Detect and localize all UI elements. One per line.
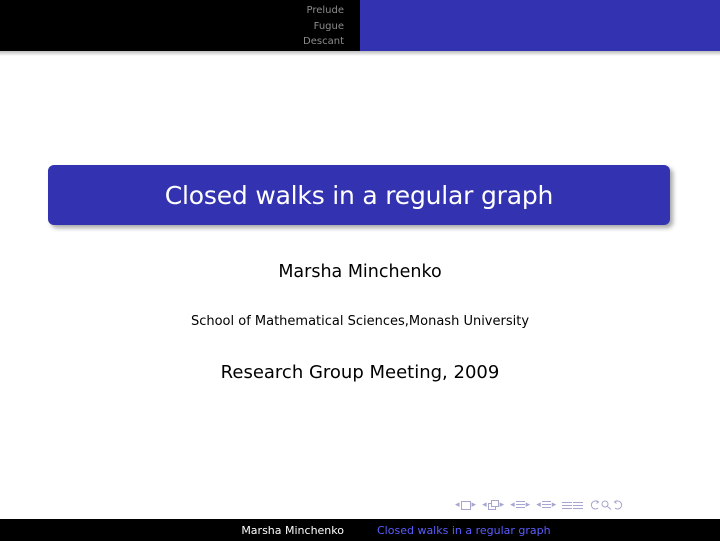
nav-right-arrow-icon[interactable]: ▸ [499, 500, 505, 510]
nav-appendix-right-icon[interactable] [573, 500, 583, 510]
nav-presentation-icon[interactable] [542, 500, 551, 510]
nav-left-arrow-icon[interactable]: ◂ [510, 500, 515, 510]
section-navigation [303, 3, 344, 50]
nav-frame-icon[interactable] [461, 501, 471, 510]
footer-bar [0, 519, 720, 541]
nav-appendix-left-icon[interactable] [562, 500, 572, 510]
slide-title: Closed walks in a regular graph [164, 180, 554, 210]
slide-institute: School of Mathematical Sciences,Monash University [190, 314, 530, 329]
nav-appendix-group [562, 500, 583, 510]
nav-left-arrow-icon[interactable]: ◂ [482, 500, 487, 510]
footer-title: Closed walks in a regular graph [377, 523, 551, 537]
footer-author: Marsha Minchenko [241, 523, 344, 537]
section-link-prelude[interactable]: Prelude [306, 5, 344, 16]
footer-author-panel [0, 519, 360, 541]
nav-section-icon[interactable] [516, 500, 525, 510]
nav-forward-icon[interactable] [613, 500, 624, 510]
header-section-panel [0, 0, 360, 51]
section-link-fugue[interactable]: Fugue [313, 20, 344, 32]
nav-section-group [510, 499, 530, 511]
nav-search-group [589, 500, 624, 510]
nav-right-arrow-icon[interactable]: ▸ [471, 500, 477, 510]
header-shadow [0, 51, 720, 56]
header-subsection-panel [360, 0, 720, 51]
nav-search-icon[interactable] [601, 500, 612, 510]
header-bar [0, 0, 720, 51]
nav-subsection-icon[interactable] [488, 500, 499, 510]
footer-title-panel [360, 519, 720, 541]
section-link-descant[interactable]: Descant [303, 36, 344, 47]
nav-right-arrow-icon[interactable]: ▸ [551, 500, 557, 510]
navigation-symbols [455, 497, 624, 513]
title-block [48, 165, 670, 225]
nav-right-arrow-icon[interactable]: ▸ [525, 500, 531, 510]
nav-frame-group [455, 499, 476, 511]
nav-back-icon[interactable] [589, 500, 600, 510]
slide-author: Marsha Minchenko [278, 262, 442, 282]
nav-left-arrow-icon[interactable]: ◂ [536, 500, 541, 510]
slide-date: Research Group Meeting, 2009 [220, 362, 500, 383]
nav-subsection-group [482, 499, 504, 511]
nav-left-arrow-icon[interactable]: ◂ [455, 500, 460, 510]
nav-presentation-group [536, 499, 556, 511]
